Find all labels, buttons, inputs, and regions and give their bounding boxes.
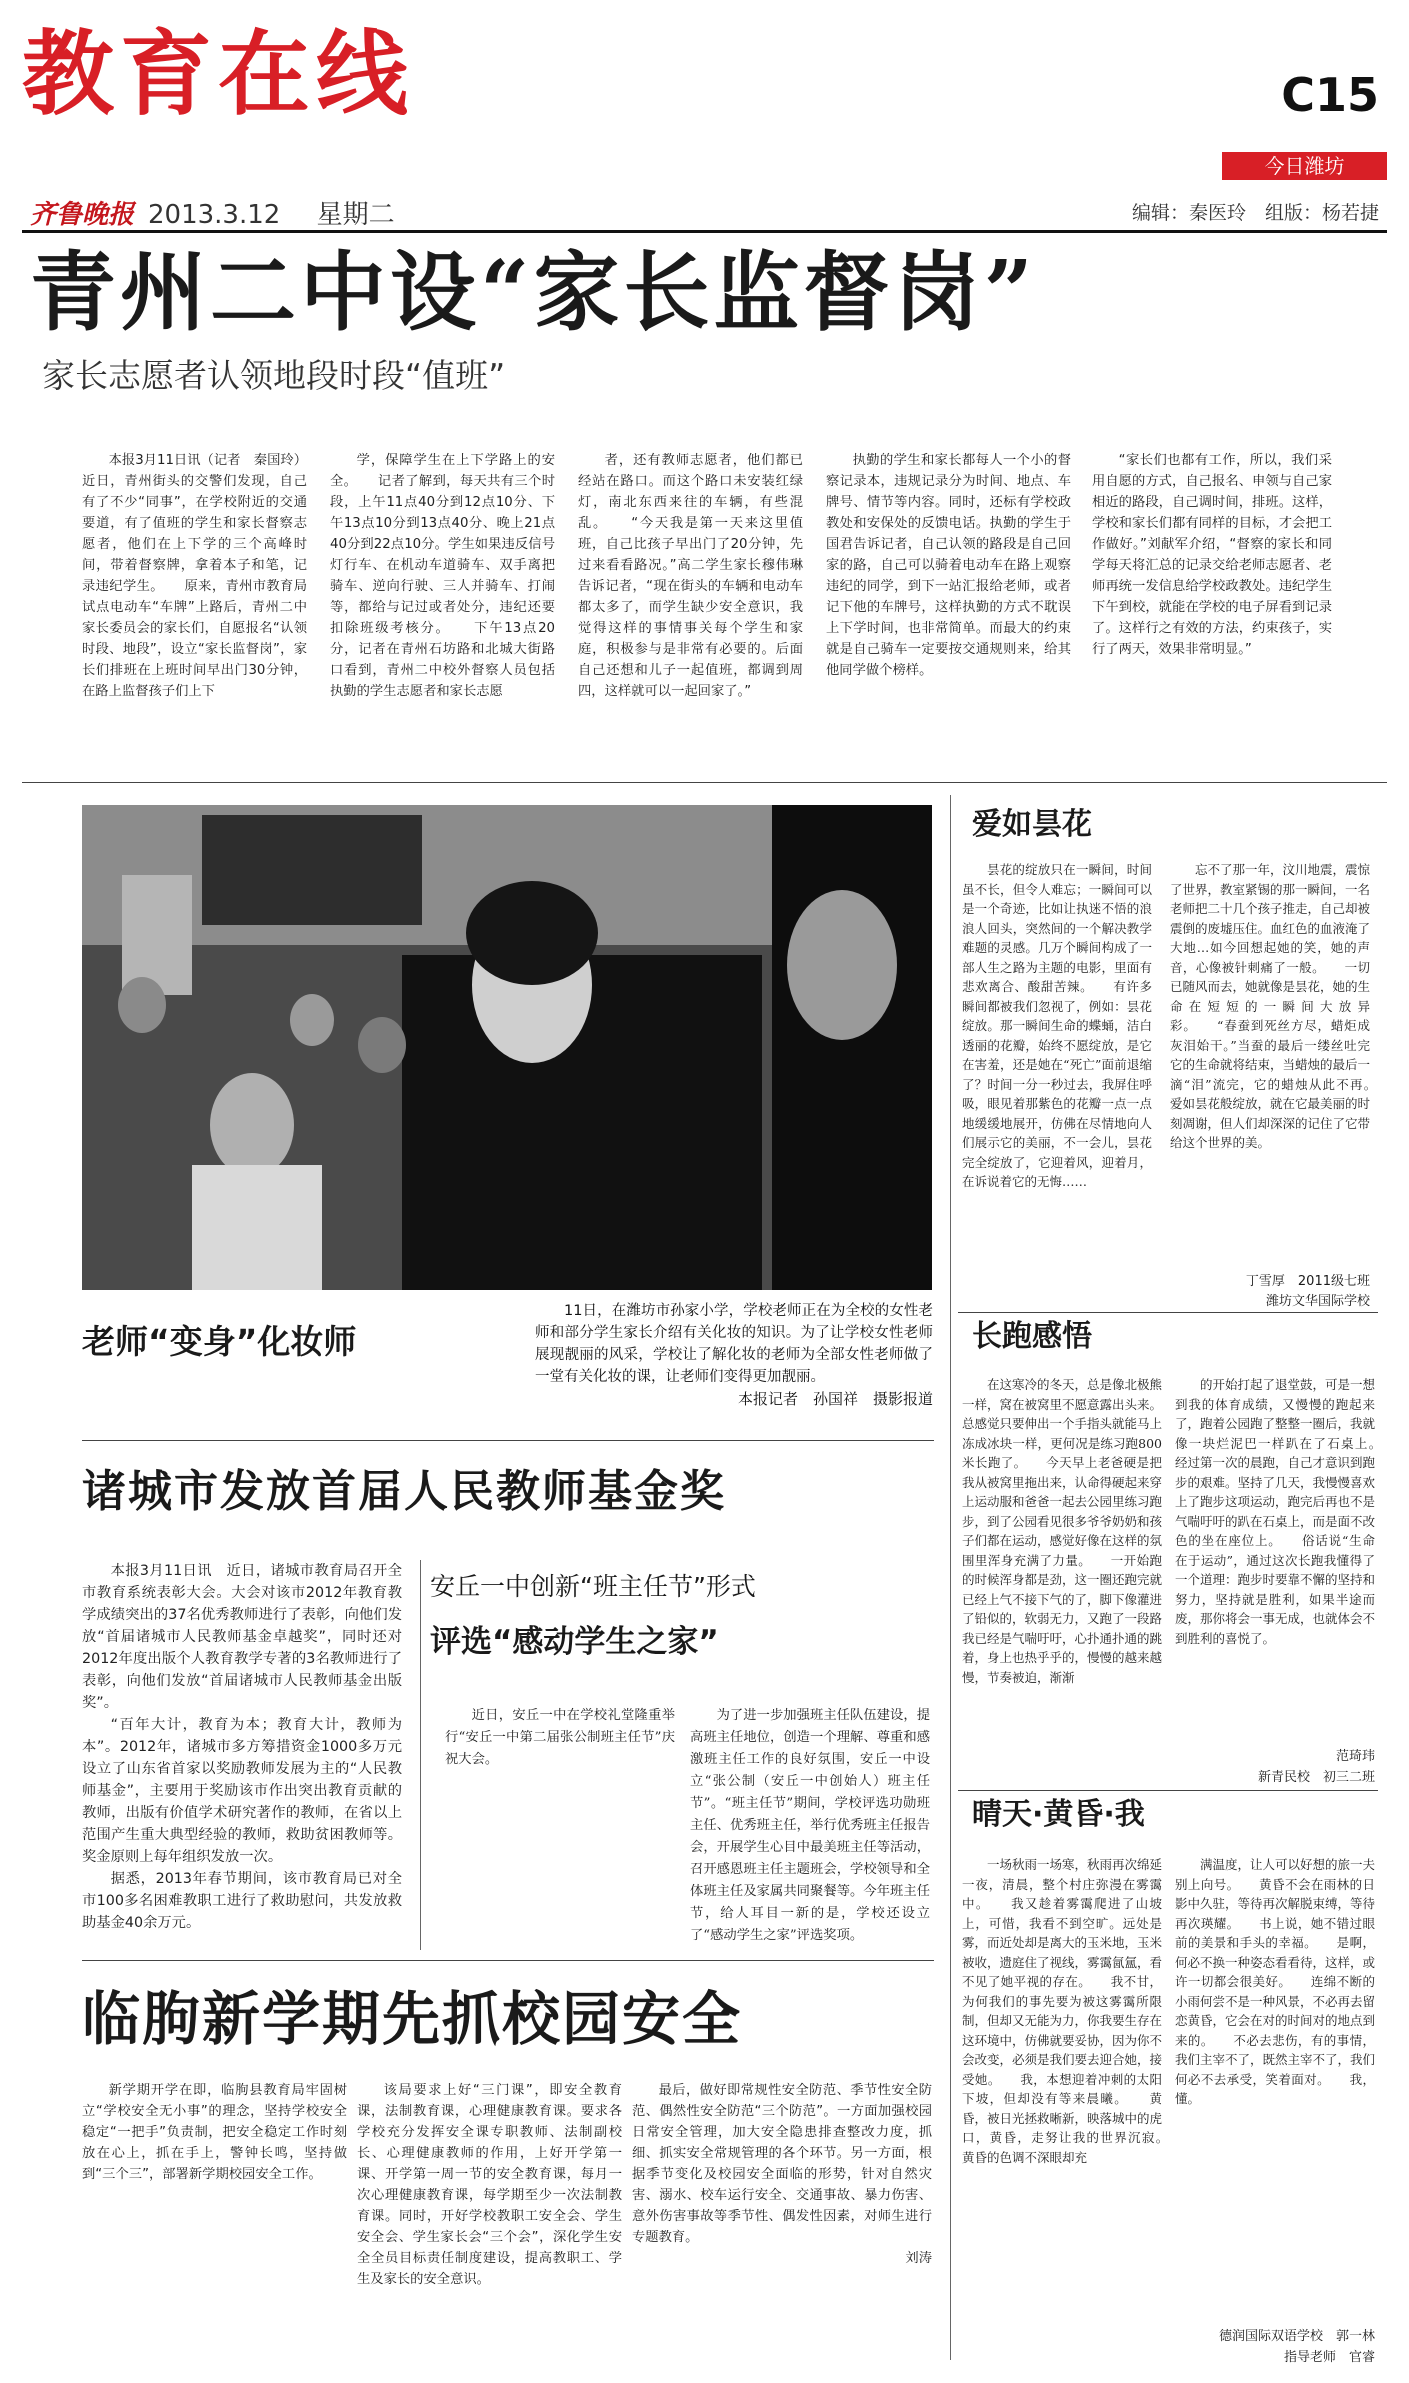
essay-3-teacher: 指导老师 官睿 <box>1283 2350 1375 2365</box>
weekday: 星期二 <box>316 200 395 230</box>
essay-column-rule <box>950 795 951 2360</box>
linqu-column-2: 该局要求上好“三门课”，即安全教育课，法制教育课，心理健康教育课。要求各学校充分发挥安全课专职教师、法制副校长、心理健康教师的作用，上好开学第一课、开学第一周一节的安全教育课，每月一次心理健康教育课，每学期至少一次法制教育课。同时，开好学校教职工安全会、学生安全会、学生家长会“三个会”，深化学生安全全员目标责任制度建设，提高教职工、学生及家长的安全意识。 <box>357 2083 622 2287</box>
essay-1-column-2: 忘不了那一年，汶川地震，震惊了世界，教室紧锡的那一瞬间，一名老师把二十几个孩子推走，自己却被震倒的废墟压住。血红色的血液淹了大地…如今回想起她的笑，她的声音，心像被针刺痛了一般。 一切已随风而去，她就像是昙花，她的生命在短短的一瞬间大放异彩。 “春蚕到死丝方尽，蜡炬成灰泪始干。”当蚕的最后一缕丝吐完它的生命就将结束，当蜡烛的最后一滴“泪”流完，它的蜡烛从此不再。 爱如昙花般绽放，就在它最美丽的时刻凋谢，但人们却深深的记住了它带给这个世界的美。 <box>1170 862 1396 1150</box>
essay-2-column-1: 在这寒冷的冬天，总是像北极熊一样，窝在被窝里不愿意露出头来。总感觉只要伸出一个手指头就能马上冻成冰块一样，更何况是练习跑800米长跑了。 今天早上老爸硬是把我从被窝里拖出来，认命得硬起来穿上运动服和爸爸一起去公园里练习跑步，到了公园看见很多爷爷奶奶和孩子们都在运动，感觉好像在这样的氛围里浑身充满了力量。 一开始跑的时候浑身都是劲，这一圈还跑完就已经上气不接下气的了，脚下像灌进了铅似的，软弱无力，又跑了一段路我已经是气喘吁吁，心扑通扑通的跳着，身上也热乎乎的，慢慢的越来越慢，节奏被迫，渐渐 <box>962 1377 1163 1685</box>
lead-headline: 青州二中设“家长监督岗” <box>30 242 1037 343</box>
lead-column-3: 者，还有教师志愿者，他们都已经站在路口。而这个路口未安装红绿灯，南北东西来往的车辆，有些混乱。 “今天我是第一天来这里值班，自己比孩子早出门了20分钟，先过来看看路况。”高二学生家长穆伟琳告诉记者，“现在街头的车辆和电动车都太多了，而学生缺少安全意识，我觉得这样的事情事关每个学生和家庭，积极参与是非常有必要的。后面自己还想和儿子一起值班，都调到周四，这样就可以一起回家了。” <box>578 453 803 699</box>
dateline <box>148 194 395 231</box>
divider <box>82 1440 934 1441</box>
essay-3-column-2: 满温度，让人可以好想的旅一夫别上向号。 黄昏不会在雨林的日影中久驻，等待再次解脱束缚，等待再次瑛耀。 书上说，她不错过眼前的美景和手头的幸福。 是啊，何必不换一种姿态看看待，这样，或许一切都会很美好。 连绵不断的小雨何尝不是一种风景，不必再去留恋黄昏，它会在对的时间对的地点到来的。 不必去悲伤，有的事情，我们主宰不了，既然主宰不了，我们何必不去承受，笑着面对。 我，懂。 <box>1175 1857 1376 2106</box>
anqiu-column-2: 为了进一步加强班主任队伍建设，提高班主任地位，创造一个理解、尊重和感激班主任工作的良好氛围，安丘一中设立“张公制（安丘一中创始人）班主任节”。“班主任节”期间，学校评选功勋班主任、优秀班主任，举行优秀班主任报告会，开展学生心目中最美班主任等活动，召开感恩班主任主题班会，学校领导和全体班主任及家属共同聚餐等。今年班主任节，给人耳目一新的是，学校还设立了“感动学生之家”评选奖项。 <box>690 1708 930 1943</box>
photo-caption: 11日，在潍坊市孙家小学，学校老师正在为全校的女性老师和部分学生家长介绍有关化妆的知识。为了让学校女性老师展现靓丽的风采，学校让了解化妆的老师为全部女性老师做了一堂有关化妆的课，让老师们变得更加靓丽。 本报记者 孙国祥 摄影报道 <box>535 1303 933 1408</box>
essay-3-column-1: 一场秋雨一场寒，秋雨再次绵延一夜，清晨，整个村庄弥漫在雾霭中。 我又趁着雾霭爬进了山坡上，可惜，我看不到空旷。远处是雾，而近处却是离大的玉米地，玉米被收，遗庭住了视线，雾霭氤氲，看不见了她平视的存在。 我不甘，为何我们的事先要为被这雾霭所限制，但却又无能为力，你我要生存在这环境中，仿佛就要妥协，因为你不会改变，必须是我们要去迎合她，接受她。 我，本想迎着冲刺的太阳下坡，但却没有等来晨曦。 黄昏，被日光拯救晰新，映落城中的虎口，黄昏，走努让我的世界沉寂。 黄昏的色调不深眼却充 <box>962 1857 1188 2165</box>
photo-credit: 本报记者 孙国祥 摄影报道 <box>737 1390 933 1408</box>
column-rule <box>420 1560 421 1950</box>
zhucheng-body: 本报3月11日讯 近日，诸城市教育局召开全市教育系统表彰大会。大会对该市2012年教育教学成绩突出的37名优秀教师进行了表彰，向他们发放“首届诸城市人民教师基金卓越奖”，同时还对2012年度出版个人教育教学专著的3名教师进行了表彰，向他们发放“首届诸城市人民教师基金出版奖”。 “百年大计，教育为本；教育大计，教师为本”。2012年，诸城市多方筹措资金1000多万元设立了山东省首家以奖励教师发展为主的“人民教师基金”，主要用于奖励该市作出突出教育贡献的教师，出版有价值学术研究著作的教师，在省以上范围产生重大典型经验的教师，救助贫困教师等。奖金原则上每年组织发放一次。 据悉，2013年春节期间，该市教育局已对全市100多名困难教职工进行了救助慰问，共发放救助基金40余万元。 <box>82 1563 402 1931</box>
essay-1-school: 潍坊文华国际学校 <box>1265 1294 1370 1309</box>
date: 2013.3.12 <box>148 200 281 230</box>
essay-3-title: 晴天·黄昏·我 <box>972 1797 1145 1832</box>
anqiu-headline: 评选“感动学生之家” <box>430 1624 719 1660</box>
essay-2-column-2: 的开始打起了退堂鼓，可是一想到我的体育成绩，又慢慢的跑起来了，跑着公园跑了整整一圈后，我就像一块烂泥巴一样趴在了石桌上。 经过第一次的晨跑，自己才意识到跑步的艰难。坚持了几天，我慢慢喜欢上了跑步这项运动，跑完后再也不是气喘吁吁的趴在石桌上，而是面不改色的坐在座位上。 俗话说“生命在于运动”，通过这次长跑我懂得了一个道理：跑步时要靠不懈的坚持和努力，坚持就是胜利，如果半途而废，那你将会一事无成，也就体会不到胜利的喜悦了。 <box>1175 1377 1401 1646</box>
linqu-headline: 临朐新学期先抓校园安全 <box>82 1985 743 2053</box>
lead-column-2: 学，保障学生在上下学路上的安全。 记者了解到，每天共有三个时段，上午11点40分到12点10分、下午13点10分到13点40分、晚上21点40分到22点10分。学生如果违反信号灯行车、在机动车道骑车、双手离把骑车、逆向行驶、三人并骑车、打闹等，都给与记过或者处分，违纪还要扣除班级考核分。 下午13点20分，记者在青州石坊路和北城大街路口看到，青州二中校外督察人员包括执勤的学生志愿者和家长志愿 <box>330 453 555 699</box>
essay-1-column-1: 昙花的绽放只在一瞬间，时间虽不长，但令人难忘；一瞬间可以是一个奇迹，比如让执迷不悟的浪浪人回头，突然间的一个解决教学难题的灵感。几万个瞬间构成了一部人生之路为主题的电影，里面有悲欢离合、酸甜苦辣。 有许多瞬间都被我们忽视了，例如：昙花绽放。那一瞬间生命的蝶蛹，洁白透丽的花瓣，始终不愿绽放，是它在害羞，还是她在“死亡”面前退缩了？时间一分一秒过去，我屏住呼吸，眼见着那紫色的花瓣一点一点地缓缓地展开，仿佛在尽情地向人们展示它的美丽，不一会儿，昙花完全绽放了，它迎着风，迎着月，在诉说着它的无悔…… <box>962 862 1152 1189</box>
lead-column-4: 执勤的学生和家长都每人一个小的督察记录本，违规记录分为时间、地点、车牌号、情节等内容。同时，还标有学校政教处和安保处的反馈电话。执勤的学生于国君告诉记者，自己认领的路段是自己回家的路，自己可以骑着电动车在路上观察违纪的同学，到下一站汇报给老师，或者记下他的车牌号，这样执勤的方式不耽误上下学时间，也非常简单。而最大的约束就是自己骑车一定要按交通规则来，给其他同学做个榜样。 <box>826 453 1071 678</box>
essay-3-author: 德润国际双语学校 郭一林 <box>1218 2329 1375 2344</box>
essay-2-author: 范琦玮 <box>1335 1749 1375 1764</box>
divider <box>82 1960 934 1961</box>
essay-1-title: 爱如昙花 <box>972 807 1092 842</box>
page-number: C15 <box>1281 68 1379 122</box>
editors: 编辑：秦医玲 组版：杨若捷 <box>1131 202 1379 224</box>
anqiu-column-1: 近日，安丘一中在学校礼堂隆重举行“安丘一中第二届张公制班主任节”庆祝大会。 <box>445 1708 675 1767</box>
paper-logo: 齐鲁晚报 <box>30 200 135 230</box>
photo-story-title: 老师“变身”化妆师 <box>82 1322 357 1361</box>
anqiu-kicker: 安丘一中创新“班主任节”形式 <box>430 1572 756 1601</box>
section-divider <box>22 782 1387 783</box>
lead-column-1: 本报3月11日讯（记者 秦国玲）近日，青州街头的交警们发现，自己有了不少“同事”，在学校附近的交通要道，有了值班的学生和家长督察志愿者，他们在上下学的三个高峰时间，带着督察牌，拿着本子和笔，记录违纪学生。 原来，青州市教育局试点电动车“车牌”上路后，青州二中家长委员会的家长们，自愿报名“认领时段、地段”，设立“家长监督岗”，家长们排班在上班时间早出门30分钟，在路上监督孩子们上下 <box>82 453 307 699</box>
divider <box>958 1312 1378 1313</box>
divider <box>958 1790 1378 1791</box>
photo-illustration <box>82 805 932 1290</box>
edition-label: 今日潍坊 <box>1222 152 1387 180</box>
section-title: 教育在线 <box>22 20 415 128</box>
zhucheng-headline: 诸城市发放首届人民教师基金奖 <box>82 1466 726 1517</box>
linqu-column-1: 新学期开学在即，临朐县教育局牢固树立“学校安全无小事”的理念，坚持学校安全稳定“一把手”负责制，把安全稳定工作时刻放在心上，抓在手上，警钟长鸣，坚持做到“三个三”，部署新学期校园安全工作。 <box>82 2083 347 2182</box>
lead-column-5: “家长们也都有工作，所以，我们采用自愿的方式，自己报名、申领与自己家相近的路段，自己调时间，排班。这样，学校和家长们都有同样的目标，才会把工作做好。”刘献军介绍，“督察的家长和同学每天将汇总的记录交给老师志愿者、老师再统一发信息给学校政教处。违纪学生下午到校，就能在学校的电子屏看到记录了。这样行之有效的方法，约束孩子，实行了两天，效果非常明显。” <box>1092 453 1332 657</box>
makeup-photo <box>82 805 932 1290</box>
essay-2-title: 长跑感悟 <box>972 1319 1092 1354</box>
essay-2-school: 新青民校 初三二班 <box>1257 1770 1375 1785</box>
linqu-column-3: 最后，做好即常规性安全防范、季节性安全防范、偶然性安全防范“三个防范”。一方面加强校园日常安全管理，加大安全隐患排查整改力度，抓细、抓实安全常规管理的各个环节。另一方面，根据季节变化及校园安全面临的形势，针对自然灾害、溺水、校车运行安全、交通事故、暴力伤害、意外伤害事故等季节性、偶发性因素，对师生进行专题教育。 刘涛 <box>632 2080 932 2269</box>
lead-subheadline: 家长志愿者认领地段时段“值班” <box>42 356 506 395</box>
linqu-author: 刘涛 <box>905 2251 932 2266</box>
essay-1-author: 丁雪厚 2011级七班 <box>1245 1274 1370 1289</box>
header-rule <box>22 230 1387 233</box>
